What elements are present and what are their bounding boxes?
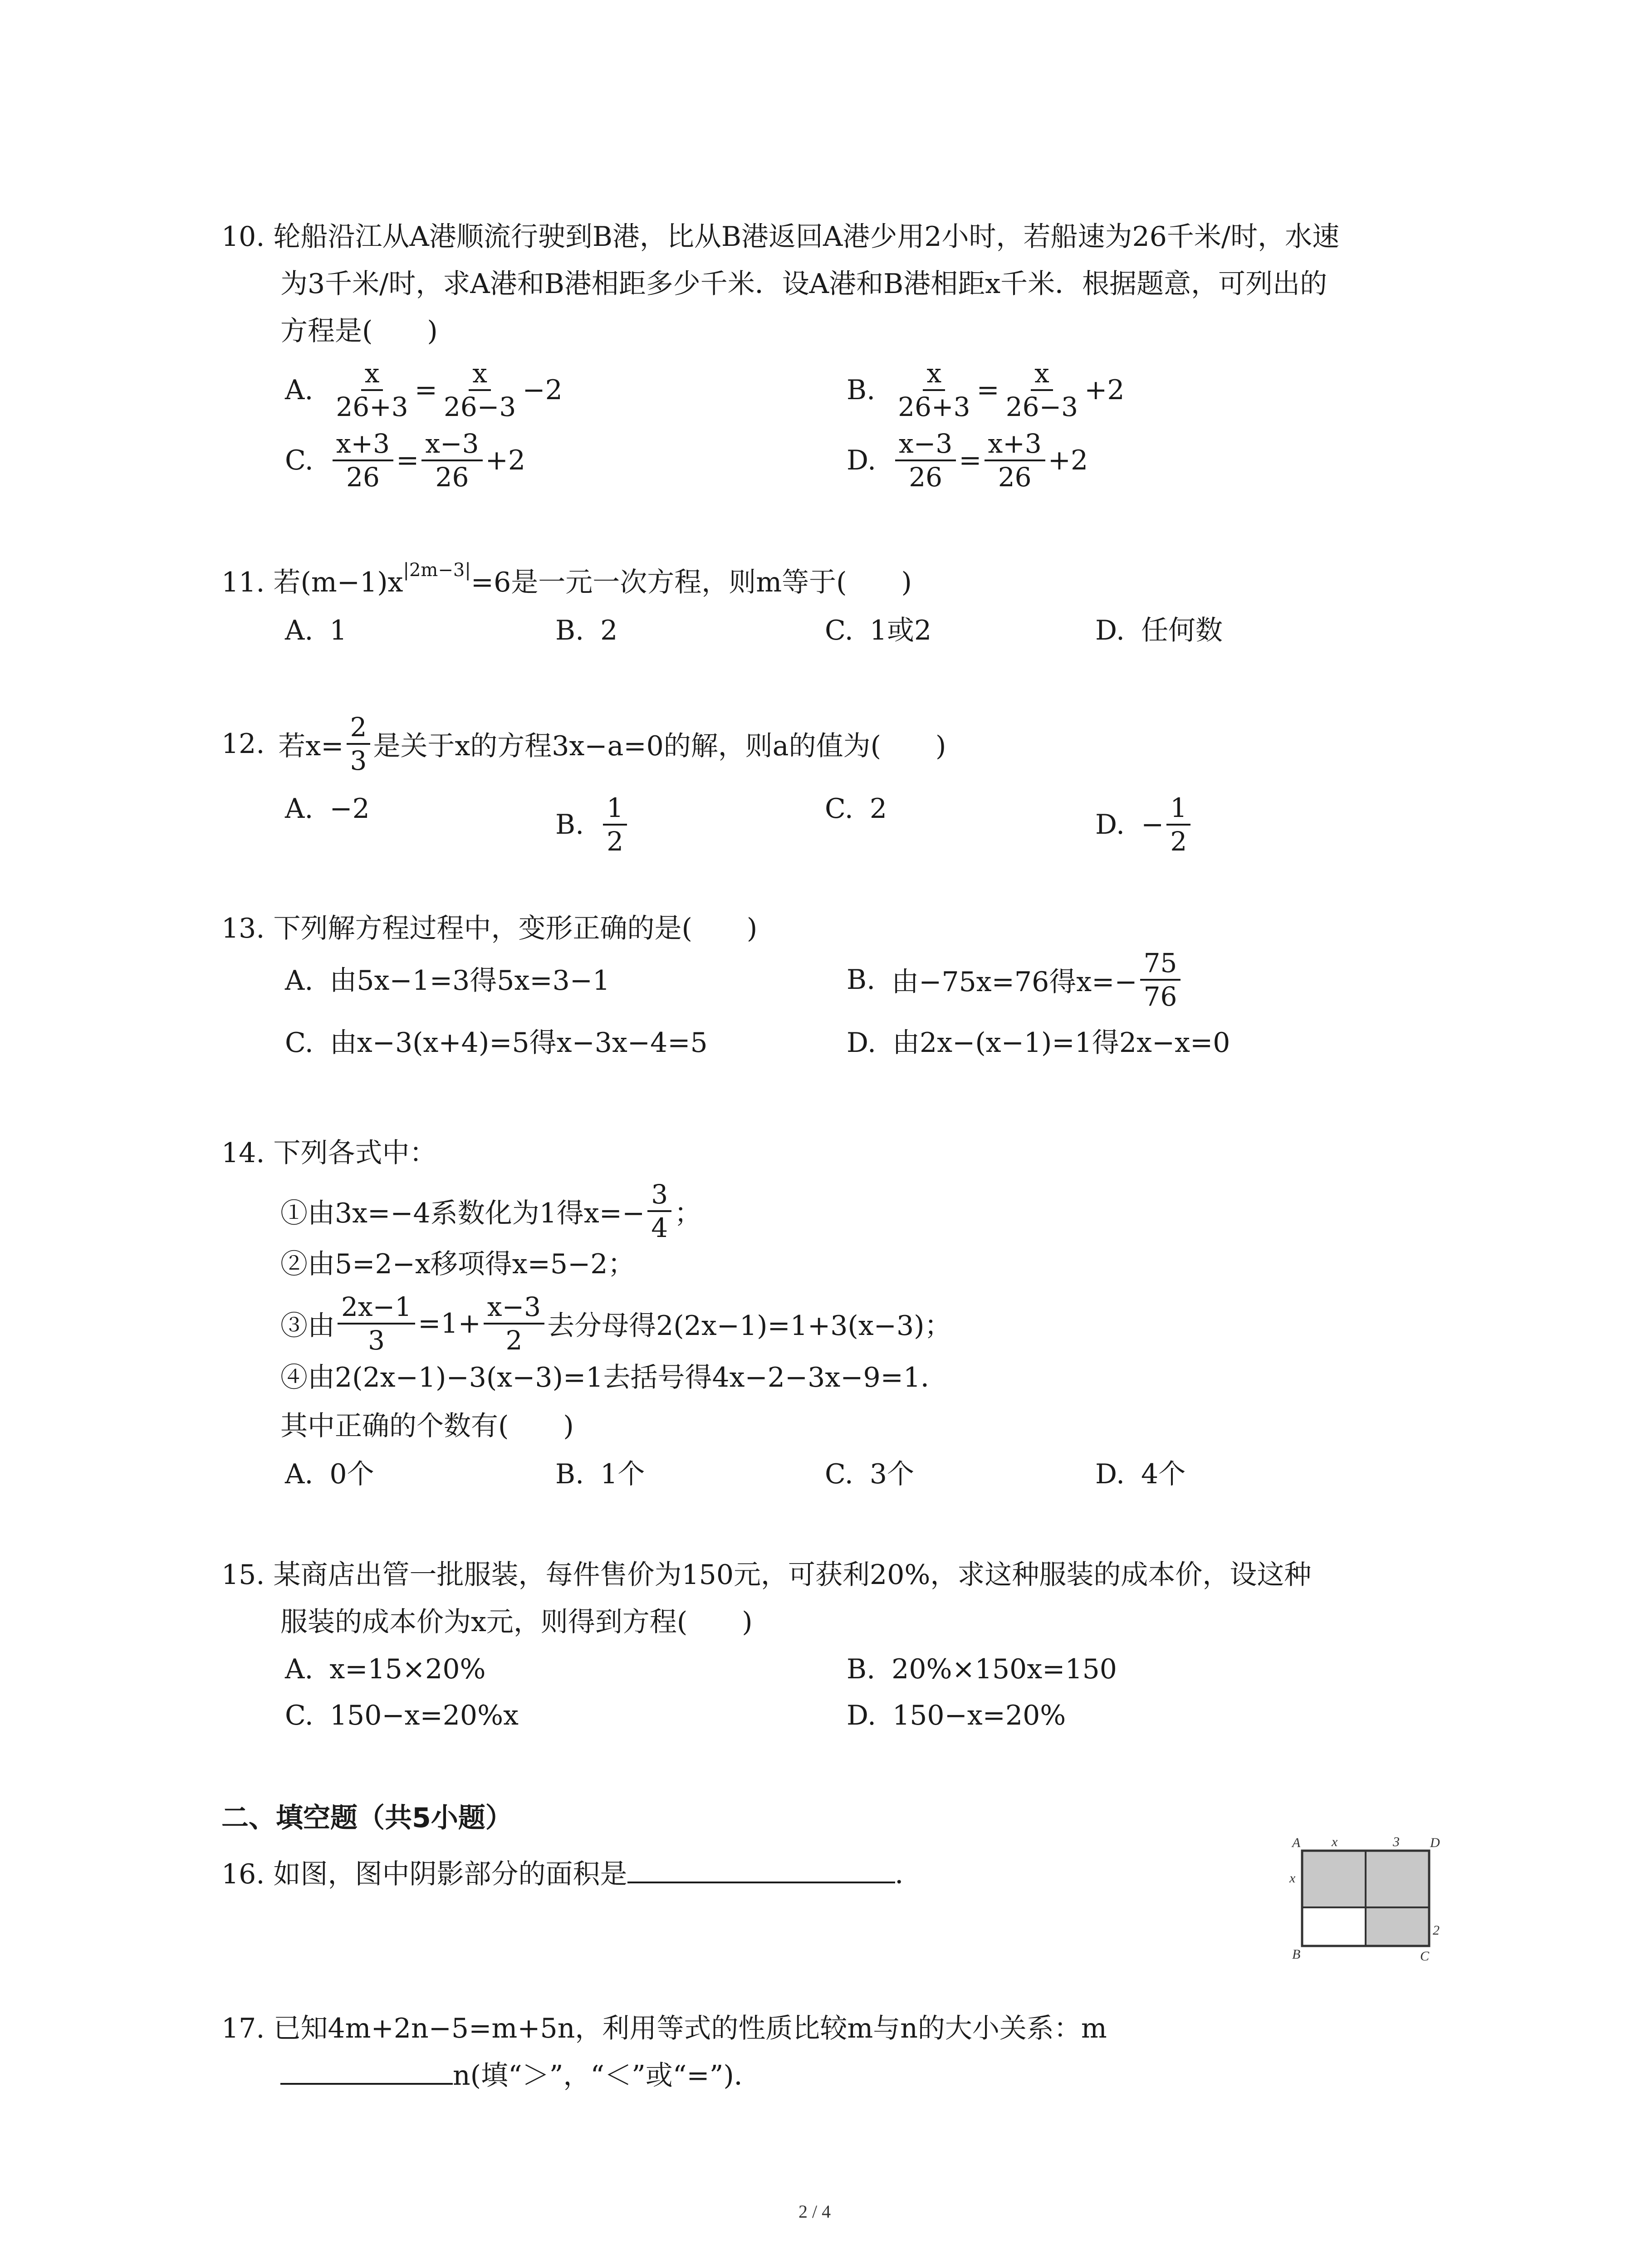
option-label: B. — [555, 615, 584, 646]
statement-text: ③由 — [280, 1310, 335, 1342]
question-text: n(填“＞”，“＜”或“=”)． — [453, 2060, 761, 2092]
shaded-rect-top-right — [1366, 1851, 1429, 1907]
option-text: 2 — [869, 793, 887, 825]
question-number: 15. — [221, 1559, 265, 1591]
option-text: x=15×20% — [329, 1653, 486, 1685]
option-label: A. — [285, 374, 314, 406]
option-text: 150−x=20%x — [329, 1700, 519, 1731]
fraction: $\frac{x}{26+3}$ — [898, 358, 970, 422]
statement-text: =1+ — [418, 1308, 481, 1339]
option-text: 4个 — [1141, 1458, 1186, 1490]
option-label: D. — [1095, 809, 1125, 841]
fraction: $\frac{x}{26+3}$ — [336, 358, 408, 422]
option-d[interactable] — [1095, 793, 1193, 856]
option-d[interactable] — [1095, 1451, 1185, 1498]
fraction: $\frac{3}{4}$ — [647, 1179, 671, 1243]
question-17 — [221, 2005, 1107, 2099]
statement-1 — [280, 1179, 701, 1243]
option-tail: +2 — [1048, 445, 1088, 476]
equals-sign: = — [414, 374, 437, 406]
question-text-post: 是关于x的方程3x−a=0的解，则a的值为( ) — [373, 730, 946, 762]
page-number: 2 / 4 — [798, 2201, 831, 2222]
option-d[interactable] — [847, 1692, 1066, 1739]
option-d[interactable] — [1095, 607, 1223, 654]
option-label: B. — [555, 809, 584, 841]
option-b[interactable] — [555, 793, 630, 856]
section-heading: 二、填空题（共5小题） — [221, 1802, 513, 1834]
option-label: C. — [285, 445, 314, 476]
fraction: $\frac{1}{2}$ — [603, 793, 627, 856]
option-d[interactable] — [847, 1019, 1230, 1066]
unshaded-rect — [1302, 1907, 1366, 1946]
left-x-label: x — [1289, 1871, 1296, 1886]
top-x-label: x — [1332, 1834, 1338, 1849]
fraction: $\frac{x-3}{26}$ — [421, 429, 482, 492]
question-number: 17. — [221, 2013, 265, 2044]
shaded-rect-bottom-right — [1366, 1907, 1429, 1946]
question-ask: 其中正确的个数有( ) — [280, 1410, 574, 1442]
answer-blank[interactable] — [280, 2056, 453, 2085]
option-label: D. — [847, 445, 877, 476]
question-number: 10. — [221, 221, 265, 253]
vertex-a-label: A — [1292, 1835, 1301, 1850]
option-text: 0个 — [329, 1458, 374, 1490]
option-c[interactable] — [285, 1019, 708, 1066]
question-text-pre: 若(m−1)x — [273, 567, 403, 598]
option-d[interactable] — [847, 429, 1088, 492]
question-text: 如图，图中阴影部分的面积是 — [273, 1858, 627, 1890]
option-text: −2 — [329, 793, 370, 825]
vertex-d-label: D — [1430, 1835, 1440, 1850]
question-text: 轮船沿江从A港顺流行驶到B港，比从B港返回A港少用2小时，若船速为26千米/时，水速 — [273, 221, 1340, 253]
option-label: C. — [285, 1700, 314, 1731]
statement-text: ； — [674, 1198, 702, 1229]
minus-sign: − — [1141, 809, 1164, 841]
question-number: 13. — [221, 913, 265, 944]
statement-3 — [280, 1292, 952, 1355]
question-text: 为3千米/时，求A港和B港相距多少千米．设A港和B港相距x千米．根据题意，可列出的 — [280, 268, 1327, 300]
question-10 — [221, 213, 1339, 355]
option-c[interactable] — [825, 1451, 914, 1498]
option-label: A. — [285, 965, 314, 997]
question-text: 某商店出管一批服装，每件售价为150元，可获利20%，求这种服装的成本价，设这种 — [273, 1559, 1312, 1591]
statement-text: ①由3x=−4系数化为1得x=− — [280, 1198, 645, 1229]
option-b[interactable] — [847, 1646, 1117, 1693]
option-label: A. — [285, 1653, 314, 1685]
equals-sign: = — [976, 374, 999, 406]
option-a[interactable] — [285, 1646, 486, 1693]
equals-sign: = — [396, 445, 419, 476]
question-14 — [221, 1129, 437, 1177]
fraction: $\frac{x+3}{26}$ — [333, 429, 393, 492]
question-number: 14. — [221, 1137, 265, 1169]
option-tail: −2 — [522, 374, 563, 406]
option-a[interactable] — [285, 607, 347, 654]
option-text: 任何数 — [1141, 615, 1223, 646]
top-3-label: 3 — [1393, 1834, 1400, 1849]
fraction: $\frac{1}{2}$ — [1166, 793, 1190, 856]
option-text: 由2x−(x−1)=1得2x−x=0 — [892, 1027, 1230, 1059]
shaded-square — [1302, 1851, 1366, 1907]
fraction: $\frac{x}{26-3}$ — [1005, 358, 1078, 422]
option-b[interactable] — [847, 948, 1183, 1012]
fraction: $\frac{2x-1}{3}$ — [338, 1292, 415, 1355]
fraction: $\frac{2}{3}$ — [347, 712, 371, 776]
option-text: 3个 — [869, 1458, 915, 1490]
question-number: 12. — [221, 728, 265, 760]
option-text: 1 — [329, 615, 347, 646]
option-label: A. — [285, 793, 314, 825]
option-b[interactable] — [847, 358, 1125, 422]
question-text-post: =6是一元一次方程，则m等于( ) — [470, 567, 912, 598]
equals-sign: = — [959, 445, 982, 476]
option-text: 150−x=20% — [892, 1700, 1066, 1731]
question-text: 已知4m+2n−5=m+5n，利用等式的性质比较m与n的大小关系：m — [273, 2013, 1107, 2044]
question-text: 服装的成本价为x元，则得到方程( ) — [280, 1606, 753, 1638]
vertex-c-label: C — [1420, 1949, 1430, 1964]
option-label: B. — [847, 1653, 876, 1685]
option-label: C. — [285, 1027, 314, 1059]
option-a[interactable] — [285, 1451, 374, 1498]
question-text-pre: 若x= — [278, 730, 344, 762]
vertex-b-label: B — [1292, 1947, 1301, 1962]
option-c[interactable] — [825, 793, 887, 825]
option-text: 1或2 — [869, 615, 932, 646]
right-2-label: 2 — [1433, 1923, 1440, 1938]
option-label: A. — [285, 1458, 314, 1490]
option-text: 2 — [600, 615, 618, 646]
fraction: $\frac{x-3}{2}$ — [484, 1292, 544, 1355]
option-label: C. — [825, 1458, 853, 1490]
option-text: 20%×150x=150 — [892, 1653, 1117, 1685]
question-number: 16. — [221, 1858, 265, 1890]
option-a[interactable] — [285, 793, 370, 825]
option-text: 1个 — [600, 1458, 645, 1490]
question-text: ． — [895, 1858, 922, 1890]
statement-2: ②由5=2−x移项得x=5−2； — [280, 1248, 635, 1280]
question-12 — [221, 712, 946, 776]
option-a[interactable] — [285, 957, 610, 1004]
option-label: C. — [825, 793, 853, 825]
option-tail: +2 — [1084, 374, 1125, 406]
option-text: 由5x−1=3得5x=3−1 — [329, 965, 610, 997]
option-label: D. — [847, 1027, 877, 1059]
option-label: D. — [1095, 1458, 1125, 1490]
statement-text: 去分母得2(2x−1)=1+3(x−3)； — [547, 1310, 952, 1342]
exponent: |2m−3| — [403, 560, 471, 581]
question-11 — [221, 559, 912, 606]
question-text: 下列解方程过程中，变形正确的是( ) — [273, 913, 758, 944]
option-label: B. — [555, 1458, 584, 1490]
option-b[interactable] — [555, 607, 617, 654]
option-c[interactable] — [825, 607, 931, 654]
option-label: C. — [825, 615, 853, 646]
question-text: 下列各式中： — [273, 1137, 437, 1169]
option-label: B. — [847, 374, 876, 406]
option-c[interactable] — [285, 429, 525, 492]
fraction: $\frac{x-3}{26}$ — [895, 429, 956, 492]
question-13 — [221, 905, 757, 952]
option-label: B. — [847, 964, 876, 996]
answer-blank[interactable] — [627, 1854, 895, 1883]
fraction: $\frac{x+3}{26}$ — [985, 429, 1045, 492]
statement-4: ④由2(2x−1)−3(x−3)=1去括号得4x−2−3x−9=1． — [280, 1362, 948, 1393]
fraction: $\frac{75}{76}$ — [1140, 948, 1181, 1012]
option-c[interactable] — [285, 1692, 519, 1739]
option-text: 由−75x=76得x=− — [892, 966, 1137, 998]
fraction: $\frac{x}{26-3}$ — [444, 358, 516, 422]
question-number: 11. — [221, 567, 265, 598]
option-label: D. — [847, 1700, 877, 1731]
option-label: D. — [1095, 615, 1125, 646]
shaded-rectangle-figure — [1288, 1833, 1461, 1969]
option-tail: +2 — [485, 445, 526, 476]
question-text: 方程是( ) — [280, 315, 438, 347]
option-b[interactable] — [555, 1451, 645, 1498]
question-16 — [221, 1851, 922, 1898]
option-a[interactable] — [285, 358, 563, 422]
option-label: A. — [285, 615, 314, 646]
question-15 — [221, 1551, 1311, 1646]
option-text: 由x−3(x+4)=5得x−3x−4=5 — [329, 1027, 708, 1059]
